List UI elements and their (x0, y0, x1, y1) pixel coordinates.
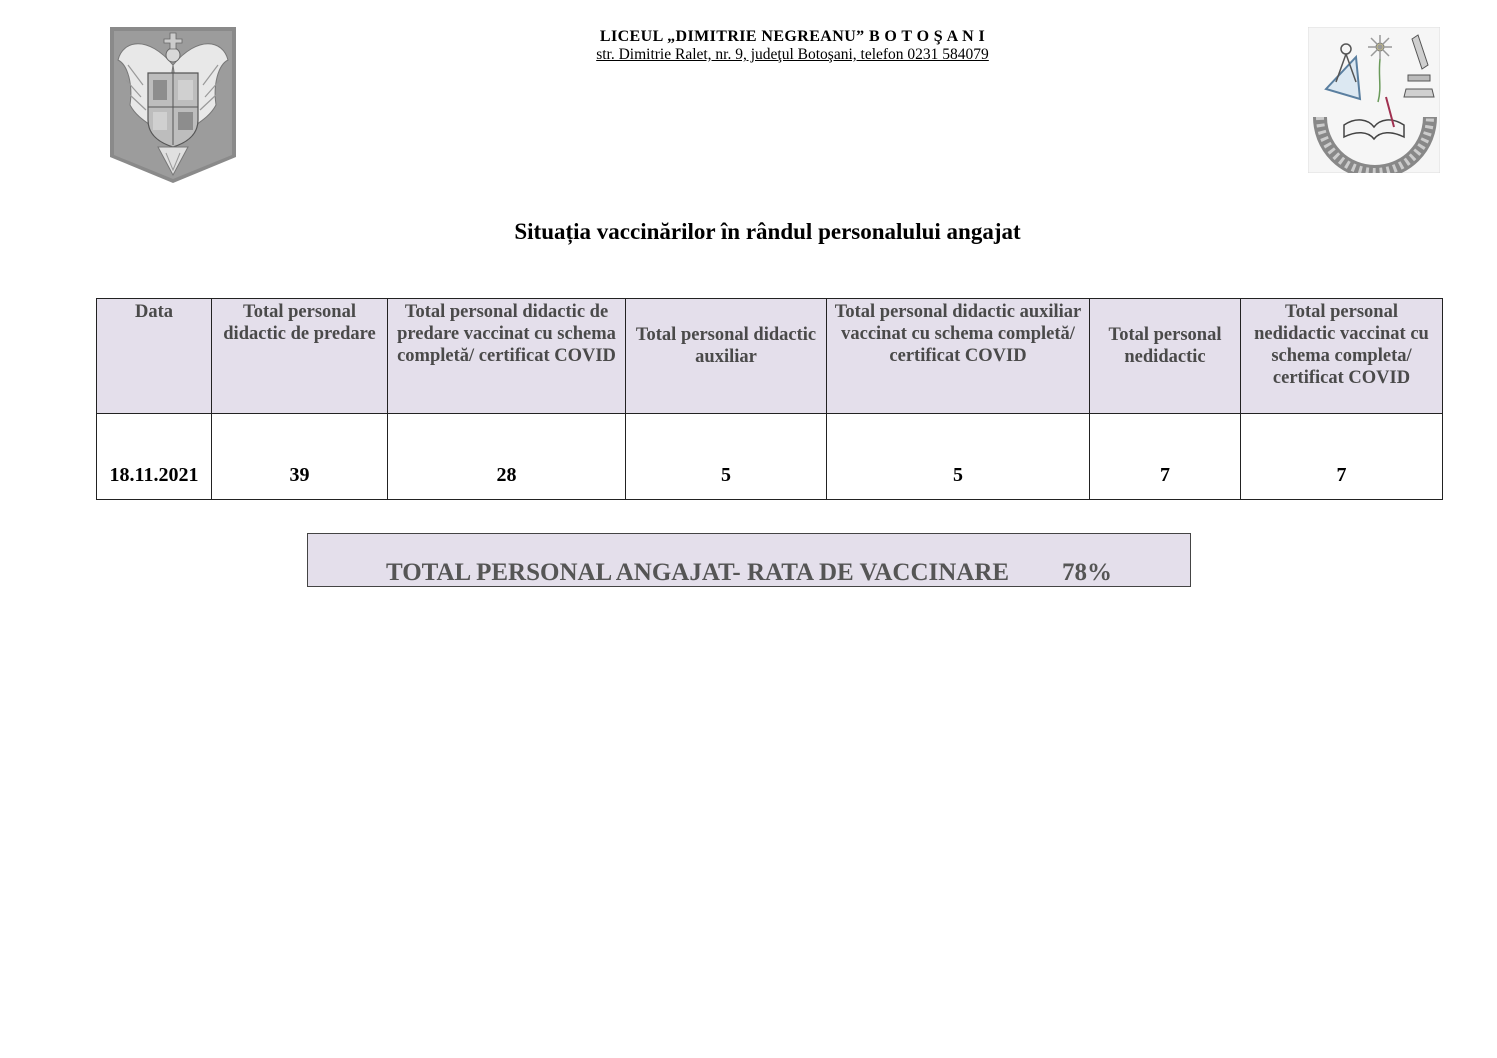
coat-of-arms-icon (108, 25, 238, 185)
header-teaching-staff: Total personal didactic de predare (212, 299, 388, 414)
cell-teaching-staff-vaccinated: 28 (388, 414, 626, 500)
table-header-row (97, 299, 1443, 414)
cell-non-teaching-staff-vaccinated: 7 (1241, 414, 1443, 500)
summary-label: TOTAL PERSONAL ANGAJAT- RATA DE VACCINARE (386, 559, 1010, 586)
letterhead (500, 27, 1085, 64)
cell-non-teaching-staff: 7 (1090, 414, 1241, 500)
header-date: Data (97, 299, 212, 414)
header-non-teaching-staff-vaccinated: Total personal nedidactic vaccinat cu schema completa/ certificat COVID (1241, 299, 1443, 414)
school-address: str. Dimitrie Ralet, nr. 9, judeţul Botoşani, telefon 0231 584079 (596, 46, 989, 63)
school-name: LICEUL „DIMITRIE NEGREANU” B O T O Ş A N I (599, 28, 986, 45)
header-teaching-staff-vaccinated: Total personal didactic de predare vaccinat cu schema completă/ certificat COVID (388, 299, 626, 414)
school-logo-icon (1308, 27, 1440, 173)
header-non-teaching-staff: Total personal nedidactic (1090, 299, 1241, 414)
document-title: Situația vaccinărilor în rândul personalului angajat (514, 219, 1021, 244)
cell-date: 18.11.2021 (97, 414, 212, 500)
cell-teaching-staff: 39 (212, 414, 388, 500)
vaccination-rate-summary (307, 533, 1191, 587)
summary-value: 78% (1062, 559, 1112, 586)
vaccination-table (96, 298, 1443, 500)
header-auxiliary-staff-vaccinated: Total personal didactic auxiliar vaccinat cu schema completă/ certificat COVID (827, 299, 1090, 414)
header-auxiliary-staff: Total personal didactic auxiliar (626, 299, 827, 414)
cell-auxiliary-staff-vaccinated: 5 (827, 414, 1090, 500)
table-row (97, 414, 1443, 500)
cell-auxiliary-staff: 5 (626, 414, 827, 500)
